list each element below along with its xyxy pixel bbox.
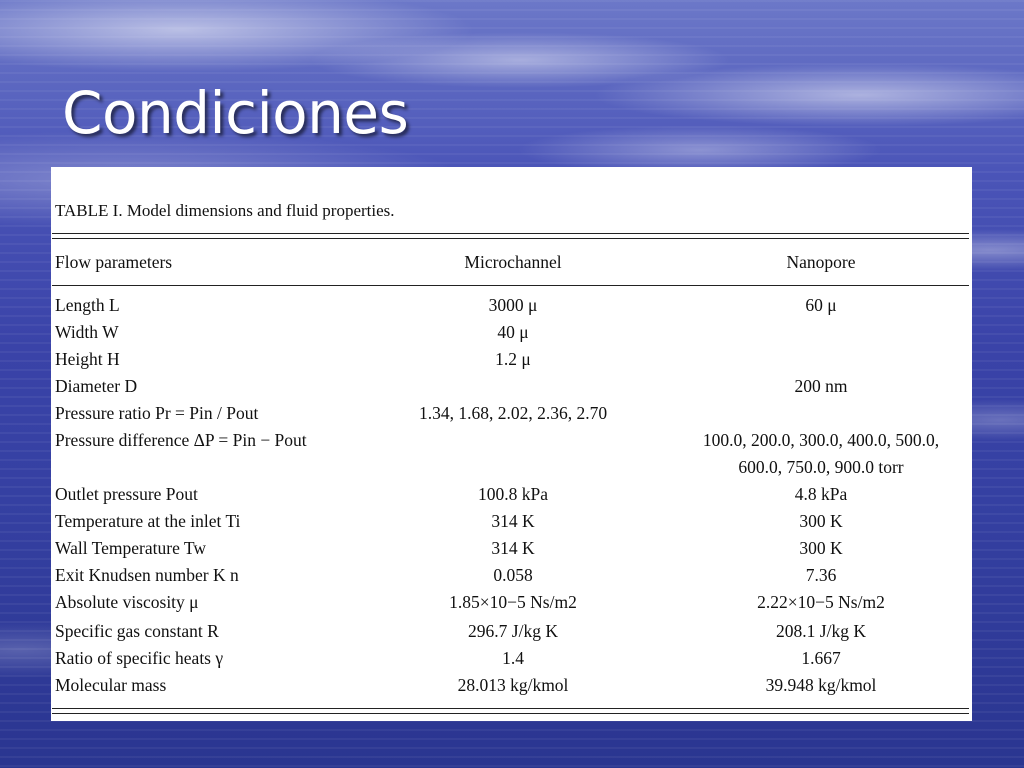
row-microchannel: 1.34, 1.68, 2.02, 2.36, 2.70 — [418, 403, 608, 423]
row-nanopore: 208.1 J/kg K — [776, 621, 866, 641]
table-row — [51, 672, 972, 699]
row-param: Exit Knudsen number K n — [55, 565, 239, 585]
row-param: Wall Temperature Tw — [55, 538, 206, 558]
table-row — [51, 562, 972, 589]
table-row — [51, 589, 972, 616]
row-microchannel: 314 K — [491, 538, 535, 558]
row-param: Outlet pressure Pout — [55, 484, 198, 504]
top-rule-1 — [52, 233, 969, 234]
row-nanopore: 200 nm — [794, 376, 848, 396]
table-row — [51, 535, 972, 562]
row-param: Specific gas constant R — [55, 621, 219, 641]
row-param: Pressure ratio Pr = Pin / Pout — [55, 403, 259, 423]
row-param: Ratio of specific heats γ — [55, 648, 224, 668]
row-microchannel: 314 K — [491, 511, 535, 531]
row-nanopore: 7.36 — [805, 565, 837, 585]
table-row — [51, 645, 972, 672]
table-row — [51, 508, 972, 535]
header-flow-parameters: Flow parameters — [55, 252, 173, 272]
table-row — [51, 618, 972, 645]
row-nanopore: 1.667 — [801, 648, 841, 668]
table-row — [51, 373, 972, 400]
row-nanopore: 300 K — [799, 511, 843, 531]
header-nanopore: Nanopore — [786, 252, 856, 272]
header-microchannel: Microchannel — [464, 252, 562, 272]
row-nanopore: 39.948 kg/kmol — [765, 675, 877, 695]
slide-title: Condiciones — [62, 79, 409, 147]
bottom-rule-1 — [52, 708, 969, 709]
row-nanopore: 4.8 kPa — [794, 484, 848, 504]
row-microchannel: 1.85×10−5 Ns/m2 — [449, 592, 577, 612]
bottom-rule-2 — [52, 713, 969, 714]
row-param: Width W — [55, 322, 119, 342]
row-param: Pressure difference ΔP = Pin − Pout — [55, 430, 307, 450]
row-param: Absolute viscosity μ — [55, 592, 199, 612]
table-row — [51, 400, 972, 427]
table-row — [51, 346, 972, 373]
row-microchannel: 296.7 J/kg K — [468, 621, 558, 641]
row-param: Diameter D — [55, 376, 138, 396]
table-row — [51, 319, 972, 346]
row-nanopore: 300 K — [799, 538, 843, 558]
table-row — [51, 427, 972, 481]
row-microchannel: 0.058 — [493, 565, 533, 585]
row-microchannel: 40 μ — [497, 322, 529, 342]
row-param: Molecular mass — [55, 675, 167, 695]
table-row — [51, 481, 972, 508]
row-nanopore — [671, 427, 971, 481]
row-nanopore-line: 100.0, 200.0, 300.0, 400.0, 500.0, — [702, 430, 940, 450]
row-microchannel: 28.013 kg/kmol — [457, 675, 569, 695]
row-param: Height H — [55, 349, 120, 369]
header-rule — [52, 285, 969, 286]
table-caption: TABLE I. Model dimensions and fluid properties. — [55, 201, 395, 220]
top-rule-2 — [52, 238, 969, 239]
row-microchannel: 3000 μ — [488, 295, 538, 315]
row-nanopore: 60 μ — [805, 295, 837, 315]
row-param: Length L — [55, 295, 120, 315]
row-nanopore: 2.22×10−5 Ns/m2 — [757, 592, 885, 612]
row-param: Temperature at the inlet Ti — [55, 511, 241, 531]
row-nanopore-line: 600.0, 750.0, 900.0 torr — [738, 457, 904, 477]
table-header-row — [51, 249, 972, 276]
row-microchannel: 100.8 kPa — [478, 484, 548, 504]
table-row — [51, 292, 972, 319]
row-microchannel: 1.2 μ — [495, 349, 531, 369]
table-image-panel — [51, 167, 972, 721]
row-microchannel: 1.4 — [502, 648, 524, 668]
